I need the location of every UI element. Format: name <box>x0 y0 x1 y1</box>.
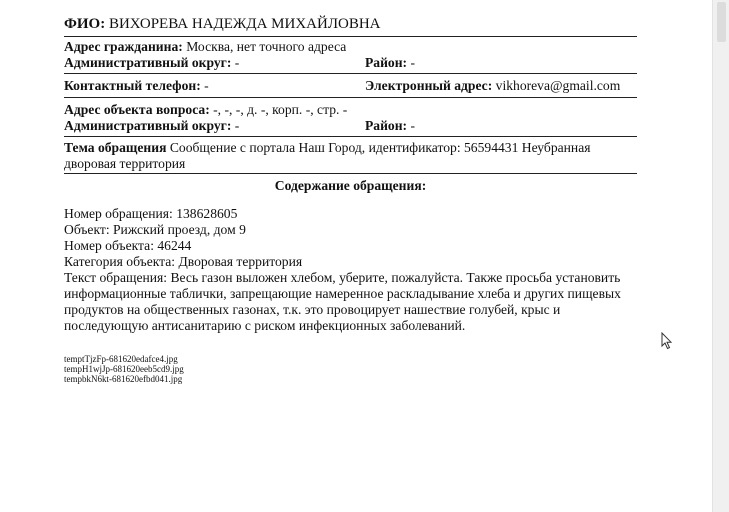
topic-label: Тема обращения <box>64 140 167 155</box>
mouse-cursor-icon <box>661 332 673 350</box>
citizen-address-block <box>64 37 637 74</box>
object-okrug-value: - <box>234 118 240 133</box>
okrug-label: Административный округ: <box>64 55 232 70</box>
citizen-address-label: Адрес гражданина: <box>64 39 183 54</box>
content-line: Номер объекта: 46244 <box>64 238 192 253</box>
citizen-address-row <box>64 39 637 55</box>
content-body <box>64 206 637 334</box>
phone-value: - <box>204 78 209 93</box>
content-line: продуктов на общественных газонах, т.к. это провоцирует нашествие голубей, крыс и <box>64 302 561 317</box>
fio-value: ВИХОРЕВА НАДЕЖДА МИХАЙЛОВНА <box>108 16 381 32</box>
topic-value: Сообщение с портала Наш Город, идентификатор: 56594431 Неубранная <box>169 140 591 155</box>
attachment-file[interactable]: temptTjzFp-681620edafce4.jpg <box>64 354 178 364</box>
rayon-value: - <box>410 55 416 70</box>
content-line: Объект: Рижский проезд, дом 9 <box>64 222 246 237</box>
contacts-block <box>64 74 637 98</box>
attachment-file[interactable]: tempH1wjJp-681620eeb5cd9.jpg <box>64 364 184 374</box>
fio-label: ФИО: <box>64 16 106 32</box>
document-content <box>64 14 637 384</box>
email-field <box>365 78 620 94</box>
phone-label: Контактный телефон: <box>64 78 201 93</box>
object-address-block <box>64 98 637 137</box>
topic-value-continued: дворовая территория <box>64 156 186 171</box>
object-rayon-label: Район: <box>365 118 408 133</box>
content-line: Номер обращения: 138628605 <box>64 206 238 221</box>
content-heading: Содержание обращения: <box>274 178 427 193</box>
object-district-row <box>64 118 637 134</box>
content-line: Категория объекта: Дворовая территория <box>64 254 303 269</box>
content-line: Текст обращения: Весь газон выложен хлебом, уберите, пожалуйста. Также просьба установить <box>64 270 621 285</box>
rayon-label: Район: <box>365 55 408 70</box>
topic-block <box>64 137 637 174</box>
attachments-list <box>64 354 637 384</box>
citizen-address-value: Москва, нет точного адреса <box>186 39 347 54</box>
email-label: Электронный адрес: <box>365 78 493 93</box>
object-rayon-field <box>365 118 415 134</box>
okrug-value: - <box>234 55 240 70</box>
topic-line <box>64 140 637 156</box>
scrollbar-thumb[interactable] <box>717 2 726 42</box>
object-rayon-value: - <box>410 118 416 133</box>
content-line: последующую антисанитарию с риском инфекционных заболеваний. <box>64 318 466 333</box>
contacts-row <box>64 78 637 94</box>
rayon-field <box>365 55 415 71</box>
object-address-row <box>64 102 637 118</box>
citizen-district-row <box>64 55 637 71</box>
content-line: информационные таблички, запрещающие намеренное раскладывание хлеба и других пищевых <box>64 286 621 301</box>
object-address-value: -, -, -, д. -, корп. -, стр. - <box>213 102 348 117</box>
attachment-file[interactable]: tempbkN6kt-681620efbd041.jpg <box>64 374 183 384</box>
citizen-name-line <box>64 14 637 37</box>
object-address-label: Адрес объекта вопроса: <box>64 102 210 117</box>
email-value: vikhoreva@gmail.com <box>495 78 621 93</box>
vertical-scrollbar[interactable] <box>712 0 729 512</box>
object-okrug-label: Административный округ: <box>64 118 232 133</box>
